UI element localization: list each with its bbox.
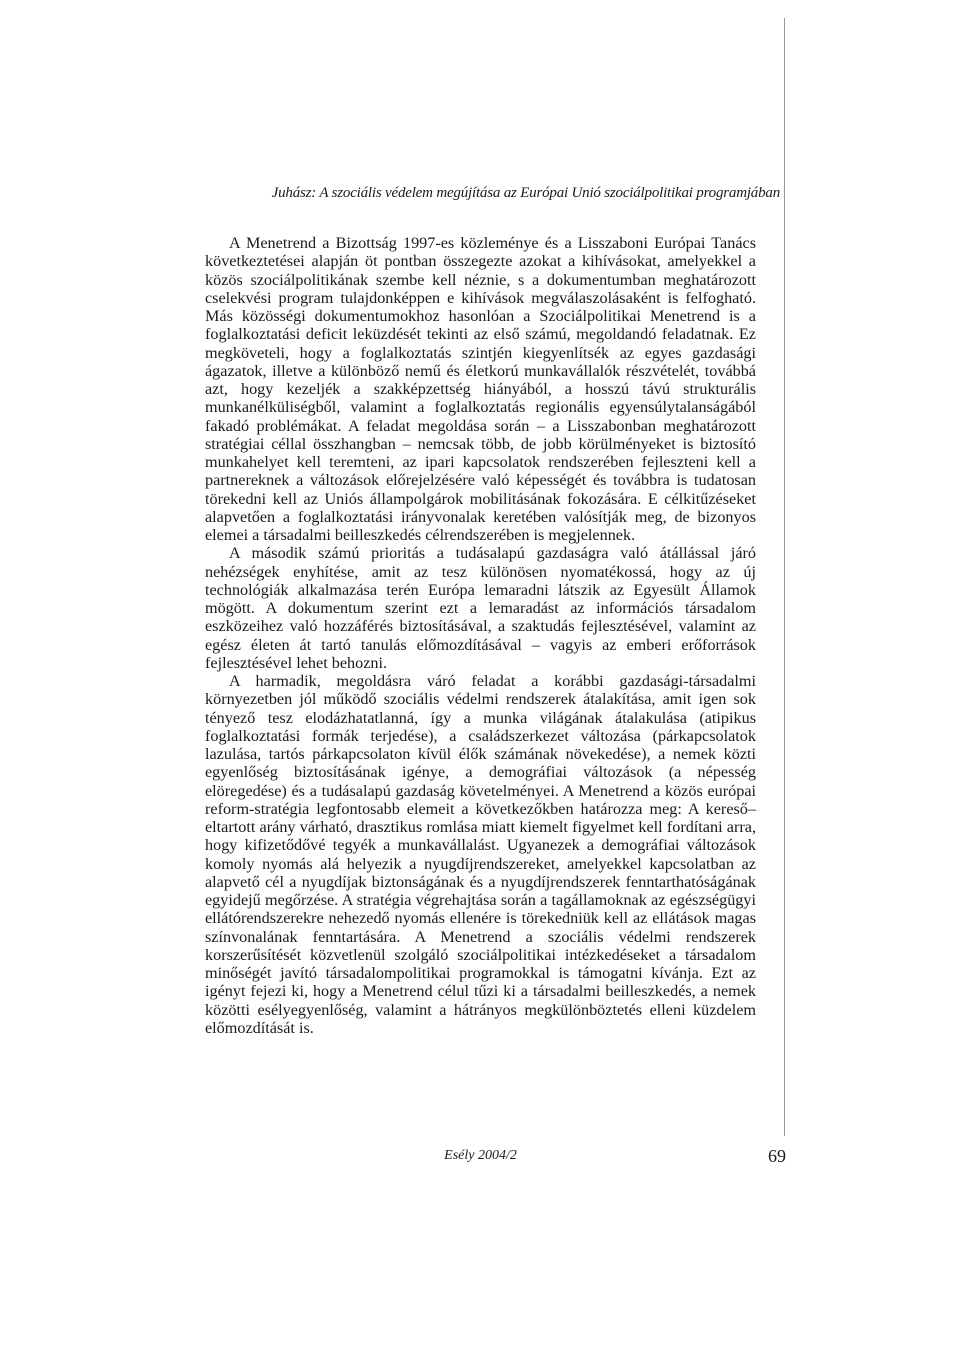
page-number: 69 bbox=[768, 1146, 786, 1166]
paragraph-1: A Menetrend a Bizottság 1997-es közleménye és a Lisszaboni Európai Tanács következtetései alapján öt pontban összegezte azokat a kihívásokat, amelyekkel a közös szociálpolitikának szembe kell néznie, s a dokumentumban meghatározott cselekvési program tulajdonképpen e kihívások megválaszolásaként is felfogható. Más közösségi dokumentumokhoz hasonlóan a Szociálpolitikai Menetrend is a foglalkoztatási deficit leküzdését tekinti az első számú, megoldandó feladatnak. Ez megköveteli, hogy a foglalkoztatás szintjén kiegyenlítsék az egyes gazdasági ágazatok, illetve a különböző nemű és életkorú munkavállalók részvételét, továbbá azt, hogy kezeljék a szakképzettség hiányából, a hosszú távú strukturális munkanélküliségből, valamint a foglalkoztatás regionális egyensúlytalanságából fakadó problémákat. A feladat megoldása során – a Lisszabonban meghatározott stratégiai céllal összhangban – nemcsak több, de jobb körülményeket is biztosító munkahelyet kell teremteni, az ipari kapcsolatok rendszerében fejleszteni kell a partnereknek a változások előrejelzésére való képességét és továbbra is tudatosan törekedni kell az Uniós állampolgárok mobilitásának fokozására. E célkitűzéseket alapvetően a foglalkoztatási irányvonalak keretében valósítják meg, de bizonyos elemei a társadalmi beilleszkedés célrendszerében is megjelennek. bbox=[205, 234, 756, 544]
paragraph-2: A második számú prioritás a tudásalapú gazdaságra való átállással járó nehézségek enyhítése, amit az tesz különösen nyomatékossá, hogy az új technológiák alkalmazása terén Európa lemaradni látszik az Egyesült Államok mögött. A dokumentum szerint ezt a lemaradást az információs társadalom eszközeihez való hozzáférés biztosításával, a szaktudás fejlesztésével, valamint az egész életen át tartó tanulás előmozdításával – vagyis az emberi erőforrások fejlesztésével lehet behozni. bbox=[205, 544, 756, 672]
running-title: Juhász: A szociális védelem megújítása az Európai Unió szociálpolitikai programjában bbox=[271, 185, 780, 201]
article-body bbox=[205, 234, 756, 1037]
margin-rule bbox=[784, 18, 785, 1136]
journal-footer: Esély 2004/2 bbox=[444, 1148, 517, 1163]
paragraph-3: A harmadik, megoldásra váró feladat a korábbi gazdasági-társadalmi környezetben jól működő szociális védelmi rendszerek átalakítása, amit igen sok tényező tesz elodázhatatlanná, így a munka világának átalakulása (atipikus foglalkoztatási formák terjedése), a családszerkezet változása (párkapcsolatok lazulása, tartós párkapcsolaton kívül élők számának növekedése), a nemek közti egyenlőség biztosításának igénye, a demográfiai változások (a népesség elöregedése) és a tudásalapú gazdaság követelményei. A Menetrend a közös európai reform-stratégia legfontosabb elemeit a következőkben határozza meg: A kereső–eltartott arány várható, drasztikus romlása miatt kiemelt figyelmet kell fordítani arra, hogy kifizetődővé tegyék a munkavállalást. Ugyanezek a demográfiai változások komoly nyomás alá helyezik a nyugdíjrendszereket, amelyekkel kapcsolatban az alapvető cél a nyugdíjak biztonságának és a nyugdíjrendszerek fenntarthatóságának egyidejű megőrzése. A stratégia végrehajtása során a tagállamoknak az egészségügyi ellátórendszerekre nehezedő nyomás ellenére is törekedniük kell az ellátások magas színvonalának fenntartására. A Menetrend a szociális védelmi rendszerek korszerűsítését közvetlenül szolgáló szociálpolitikai intézkedéseket a társadalom minőségét javító társadalompolitikai programokkal is támogatni kívánja. Ezt az igényt fejezi ki, hogy a Menetrend célul tűzi ki a társadalmi beilleszkedés, a nemek közötti esélyegyenlőség, valamint a hátrányos megkülönböztetés elleni küzdelem előmozdítását is. bbox=[205, 672, 756, 1037]
